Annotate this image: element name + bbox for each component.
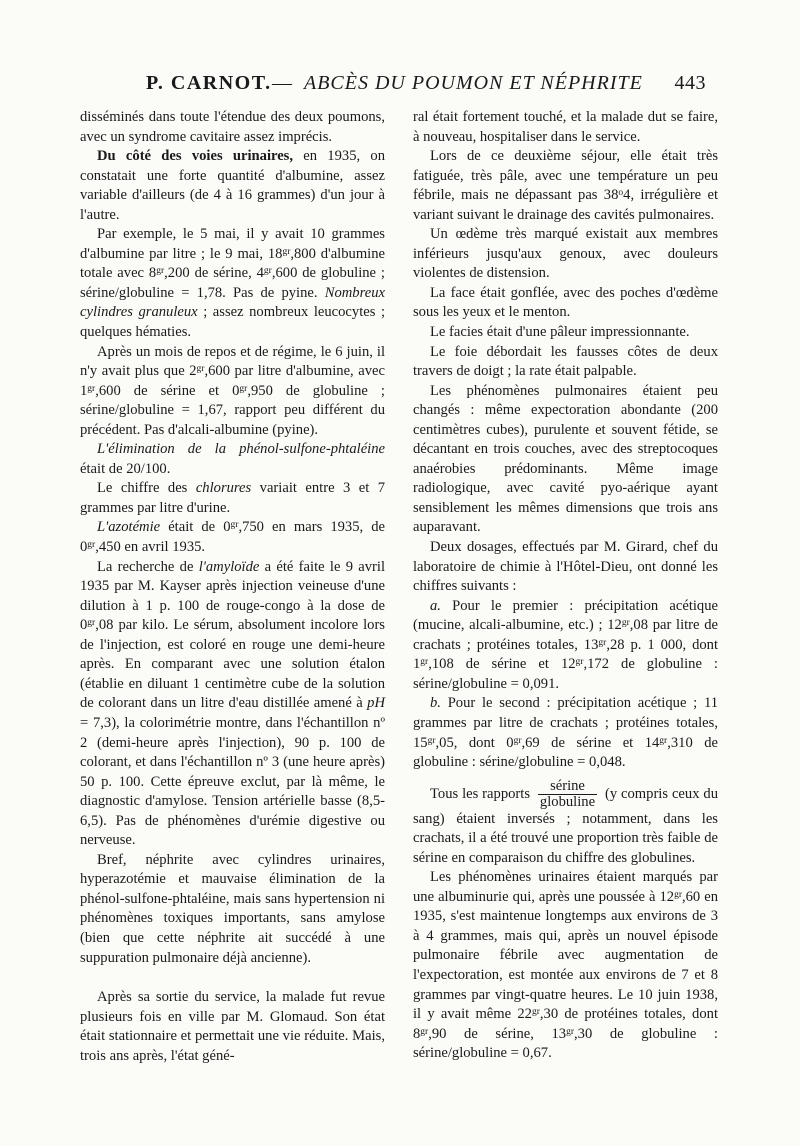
paragraph: Le foie débordait les fausses côtes de deux travers de doigt ; la rate était palpable. xyxy=(413,343,718,380)
paragraph: Le chiffre des chlorures variait entre 3 et 7 grammes par litre d'urine. xyxy=(80,480,386,516)
paragraph: Tous les rapports $\frac{\text{sérine}}{\text{globuline}}$ (y compris ceux du sang) étaient inversés ; notamment, dans les crachats, il a été trouvé une proportion très faible de sérine en comparaison du chiffre des globulines. xyxy=(413,777,718,866)
paragraph: Lors de ce deuxième séjour, elle était très fatiguée, très pâle, avec une température un peu fébrile, mais ne dépassant pas 38$^o$4, irrégulière et variant suivant le drainage des cavités pulmonaires. xyxy=(413,148,719,223)
paragraph: Par exemple, le 5 mai, il y avait 10 grammes d'albumine par litre ; le 9 mai, $18^{gr},800$ d'albumine totale avec $8^{gr},200$ de sérine, $4^{gr},600$ de globuline ; sérine/globuline = 1,78. Pas de pyine. Nombreux cylindres granuleux ; assez nombreux leucocytes ; quelques hématies. xyxy=(80,226,386,341)
paragraph: a. Pour le premier : précipitation acétique (mucine, alcali-albumine, etc.) ; $12^{gr},08$ par litre de crachats ; protéines totales, $13^{gr},28$ p. 1 000, dont $1^{gr},108$ de sérine et $12^{gr},172$ de globuline : sérine/globuline = 0,091. xyxy=(413,597,719,692)
header-dash: — xyxy=(272,72,293,94)
fraction xyxy=(538,779,597,810)
paragraph: Les phénomènes pulmonaires étaient peu changés : même expectoration abondante (200 centimètres cubes), purulente et souvent fétide, se décantant en trois couches, avec des streptocoques anaérobies prédominants. Même image radiologique, avec cavité pyo-aérique ayant sensiblement les mêmes dimensions que trois ans auparavant. xyxy=(413,382,718,536)
paragraph: La recherche de l'amyloïde a été faite le 9 avril 1935 par M. Kayser après injection veineuse d'une dilution à 1 p. 100 de rouge-congo à la dose de $0^{gr},08$ par kilo. Le sérum, absolument incolore lors de l'injection, est coloré en rouge une demi-heure après. En comparant avec une solution étalon (établie en diluant 1 centimètre cube de la solution de colorant dans un litre d'eau distillée amené à pH = 7,3), la colorimétrie montre, dans l'échantillon nº 2 (demi-heure après l'injection), 90 p. 100 de colorant, et dans l'échantillon nº 3 (une heure après) 50 p. 100. Cette épreuve exclut, par là même, le diagnostic d'amylose. Tension artérielle basse (8,5-6,5). Pas de phénomènes d'urémie digestive ou nerveuse. xyxy=(80,558,386,849)
paragraph: Les phénomènes urinaires étaient marqués par une albuminurie qui, après une poussée à $12^{gr},60$ en 1935, s'est maintenue longtemps aux environs de 3 à 4 grammes, mais qui, après un nouvel épisode pulmonaire fébrile avec augmentation de l'expectoration, est montée aux environs de 7 et 8 grammes par vingt-quatre heures. Le 10 juin 1938, il y avait même $22^{gr},30$ de protéines totales, dont $8^{gr},90$ de sérine, $13^{gr},30$ de globuline : sérine/globuline = 0,67. xyxy=(413,869,719,1062)
left-column xyxy=(80,108,385,1066)
paragraph: b. Pour le second : précipitation acétique ; 11 grammes par litre de crachats ; protéines totales, $15^{gr},05$, dont $0^{gr},69$ de sérine et $14^{gr},310$ de globuline : sérine/globuline = 0,048. xyxy=(413,695,718,771)
paragraph: Après sa sortie du service, la malade fut revue plusieurs fois en ville par M. Glomaud. Son état était stationnaire et permettait une vie réduite. Mais, trois ans après, l'état géné- xyxy=(80,989,385,1064)
running-header xyxy=(146,72,706,102)
paragraph: Du côté des voies urinaires, en 1935, on constatait une forte quantité d'albumine, assez variable d'ailleurs (de 4 à 16 grammes) d'un jour à l'autre. xyxy=(80,148,385,223)
paragraph: ral était fortement touché, et la malade dut se faire, à nouveau, hospitaliser dans le service. xyxy=(413,109,718,145)
paragraph: Après un mois de repos et de régime, le 6 juin, il n'y avait plus que $2^{gr},600$ par litre d'albumine, avec $1^{gr},600$ de sérine et $0^{gr},950$ de globuline ; sérine/globuline = 1,67, rapport peu différent du précédent. Pas d'alcali-albumine (pyine). xyxy=(80,343,385,438)
paragraph: Bref, néphrite avec cylindres urinaires, hyperazotémie et mauvaise élimination de la phénol-sulfone-phtaléine, mais sans hypertension ni phénomènes toxiques importants, sans amylose (bien que cette néphrite ait succédé à une suppuration pulmonaire déjà ancienne). xyxy=(80,851,385,966)
header-title: ABCÈS DU POUMON ET NÉPHRITE xyxy=(304,72,643,94)
fraction-denominator: globuline xyxy=(539,793,596,810)
fraction-numerator: sérine xyxy=(538,779,597,795)
header-author: P. CARNOT. xyxy=(146,72,272,94)
right-column xyxy=(413,108,718,1064)
paragraph: Le facies était d'une pâleur impressionnante. xyxy=(430,324,690,341)
page-number: 443 xyxy=(674,72,706,94)
section-heading: Du côté des voies urinaires, xyxy=(97,148,294,165)
paragraph: Un œdème très marqué existait aux membres inférieurs jusqu'aux genoux, avec douleurs violentes de distension. xyxy=(413,226,718,282)
paragraph: La face était gonflée, avec des poches d'œdème sous les yeux et le menton. xyxy=(413,284,718,321)
paragraph: L'azotémie était de $0^{gr},750$ en mars 1935, de $0^{gr},450$ en avril 1935. xyxy=(80,519,385,556)
paragraph: Deux dosages, effectués par M. Girard, chef du laboratoire de chimie à l'Hôtel-Dieu, ont donné les chiffres suivants : xyxy=(413,539,718,595)
paragraph: L'élimination de la phénol-sulfone-phtaléine était de 20/100. xyxy=(80,441,385,477)
paragraph: disséminés dans toute l'étendue des deux poumons, avec un syndrome cavitaire assez imprécis. xyxy=(80,109,385,145)
